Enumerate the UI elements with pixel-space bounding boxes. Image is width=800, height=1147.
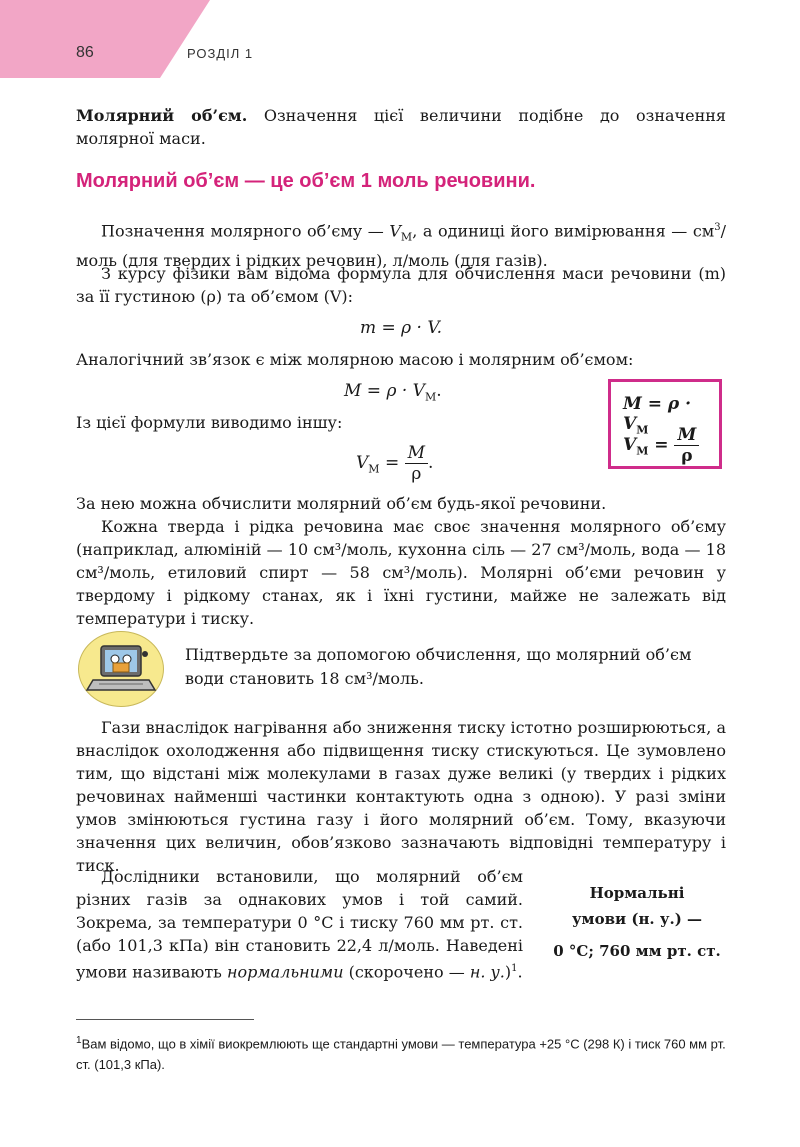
p8-text-a: Дослідники встановили, що молярний об’єм різних газів за однакових умов і той самий. Зокрема, за температури 0 °С і тиску 760 мм рт. ст. (або 101,3 кПа) він становить 22,4 л/моль. Наведені умови називають	[76, 867, 523, 982]
p1-text-a: Позначення молярного об’єму —	[101, 221, 390, 241]
paragraph-examples: Кожна тверда і рідка речовина має своє значення молярного об’єму (наприклад, алюміній — 10 см³/моль, кухонна сіль — 27 см³/моль, вода — 18 см³/моль, етиловий спирт — 58 см³/моль). Молярні об’єми речовин у твердому і рідкому станах, як і їхні густини, майже не залежать від температури і тиску.	[76, 517, 726, 628]
p8-text-c: )	[504, 962, 512, 982]
formula-mass: m = ρ · V.	[359, 318, 443, 338]
formula3-denominator: ρ	[411, 464, 422, 484]
task-note: Підтвердьте за допомогою обчислення, що молярний об’єм води становить 18 см³/моль.	[185, 645, 692, 688]
box-line1-sub: M	[636, 423, 649, 437]
header-band	[0, 0, 210, 78]
formula2-left: M = ρ · V	[344, 381, 425, 401]
paragraph-gases: Гази внаслідок нагрівання або зниження тиску істотно розширюються, а внаслідок охолодження або підвищення тиску стискуються. Це зумовлено тим, що відстані між молекулами в газах дуже великі (у твердих і рідких речовинах найменші частинки контактують одна з одною). У разі зміни умов змінюються густина газу і його молярний об’єм. Тому, вказуючи значення цих величин, обов’язково зазначають відповідні температуру і тиск.	[76, 718, 726, 875]
footnote	[76, 1030, 728, 1075]
footnote-ref[interactable]: 1	[511, 963, 518, 974]
page-number: 86	[76, 44, 94, 61]
box-line1: M = ρ · V	[623, 394, 692, 434]
formula-molar-volume	[356, 443, 433, 484]
box-numerator: M	[674, 425, 699, 446]
formula3-sub: M	[368, 462, 380, 476]
vm-subscript: M	[400, 230, 413, 244]
intro-term: Молярний об’єм.	[76, 106, 248, 125]
formula2-end: .	[436, 381, 442, 401]
paragraph-analog: Аналогічний зв’язок є між молярною масою і молярним об’ємом:	[76, 350, 634, 369]
footnote-text: Вам відомо, що в хімії виокремлюють ще стандартні умови — температура +25 °С (298 К) і тиск 760 мм рт. ст. (101,3 кПа).	[76, 1036, 726, 1073]
formula-box	[608, 379, 722, 469]
formula3-left: V	[356, 453, 369, 473]
box-formula-2	[623, 425, 699, 466]
p8-text-d: .	[517, 962, 523, 982]
p8-emphasis: нормальними	[226, 962, 344, 982]
box-line2-sub: M	[636, 444, 649, 458]
paragraph-normal-conditions	[76, 865, 523, 983]
p1-text-c: /моль (для твердих і рідких речовин), л/моль (для газів).	[76, 221, 727, 270]
vm-symbol: V	[389, 221, 401, 241]
sidenote-line3: 0 °С; 760 мм рт. ст.	[553, 942, 721, 960]
definition-heading: Молярний об’єм — це об’єм 1 моль речовини.	[76, 170, 536, 192]
p1-sup: 3	[714, 222, 721, 233]
p8-abbreviation: н. у.	[469, 962, 505, 982]
box-line2-eq: =	[648, 435, 675, 455]
formula-molar-mass	[344, 381, 442, 403]
formula3-end: .	[428, 453, 434, 473]
formula2-sub: M	[424, 390, 437, 404]
formula3-eq: =	[379, 453, 405, 473]
footnote-divider	[76, 1019, 254, 1020]
footnote-mark: 1	[76, 1035, 82, 1046]
box-denominator: ρ	[681, 446, 693, 466]
formula3-numerator: M	[405, 443, 428, 464]
box-line2-left: V	[623, 435, 637, 455]
intro-text: Означення цієї величини подібне до означення молярної маси.	[76, 106, 727, 148]
p1-text-b: , а одиниці його вимірювання — см	[412, 221, 715, 241]
intro-paragraph	[76, 104, 726, 150]
paragraph-physics: З курсу фізики вам відома формула для обчислення маси речовини (m) за її густиною (ρ) та об’ємом (V):	[76, 264, 726, 306]
normal-conditions-sidenote	[548, 880, 726, 964]
sidenote-line2: умови (н. у.) —	[571, 910, 703, 928]
laptop-character-icon	[78, 631, 164, 707]
paragraph-any-substance: За нею можна обчислити молярний об’єм будь-якої речовини.	[76, 494, 607, 513]
box-fraction	[674, 425, 699, 466]
laptop-character-svg	[79, 632, 163, 706]
formula3-fraction	[405, 443, 428, 484]
section-label: РОЗДІЛ 1	[187, 46, 254, 61]
paragraph-derive: Із цієї формули виводимо іншу:	[76, 413, 343, 432]
p8-text-b: (скорочено —	[343, 962, 470, 982]
sidenote-line1: Нормальні	[589, 884, 685, 902]
